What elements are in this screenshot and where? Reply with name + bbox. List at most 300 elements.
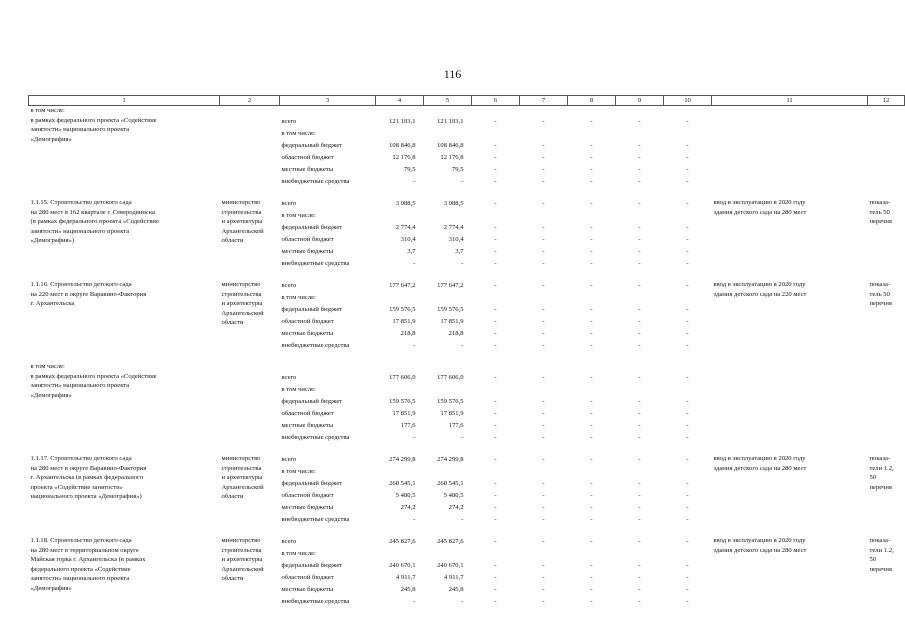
value-cell [376,362,424,444]
value [618,210,662,222]
value: - [686,598,689,605]
value: 159 576,5 [389,306,416,313]
value: - [590,330,593,337]
source-label: внебюджетные средства [281,342,350,349]
source-label: областной бюджет [281,574,334,581]
value: - [542,342,545,349]
value: 17 851,9 [392,318,416,325]
value: 245,8 [400,586,416,593]
value: - [590,538,593,545]
executor-cell: министерство строительства и архитектуры Архангельской области [221,281,264,327]
value [666,128,710,140]
value: - [542,538,545,545]
value: - [494,562,497,569]
value: - [686,492,689,499]
value: - [686,586,689,593]
value: - [590,260,593,267]
value: 79,5 [451,166,464,173]
value: - [413,260,416,267]
value: - [494,398,497,405]
executor-cell: министерство строительства и архитектуры Архангельской области [221,537,264,583]
value: - [461,598,464,605]
value: - [494,118,497,125]
value [570,128,614,140]
value: 17 851,9 [440,410,464,417]
value: - [542,562,545,569]
column-number-row [29,96,905,106]
value [570,548,614,560]
value: 17 851,9 [392,410,416,417]
value [618,548,662,560]
value: - [494,492,497,499]
value-cell [424,536,472,608]
value-cell [616,106,664,189]
source-label: в том числе: [281,130,316,137]
value: - [494,480,497,487]
value [378,548,422,560]
value [474,548,518,560]
value: 310,4 [400,236,416,243]
value [570,384,614,396]
value: - [590,248,593,255]
value: 2 774,4 [443,224,464,231]
source-label: в том числе: [281,294,316,301]
source-cell [280,280,376,352]
value [618,384,662,396]
value: - [638,374,641,381]
value: - [542,480,545,487]
value: - [638,142,641,149]
value: - [686,422,689,429]
value: 17 851,9 [440,318,464,325]
table-row [29,454,905,526]
activity-cell: в том числе: в рамках федерального проекта «Содействие занятости» национального проекта «Демография» [30,107,157,143]
value: - [494,260,497,267]
value: - [638,200,641,207]
column-number: 9 [616,96,664,106]
value-cell [376,198,424,270]
value [474,384,518,396]
value: - [638,538,641,545]
value: 310,4 [448,236,464,243]
value [474,210,518,222]
value-cell [664,106,712,189]
value: - [686,224,689,231]
value: - [686,154,689,161]
value [474,128,518,140]
value-cell [376,454,424,526]
value [378,292,422,304]
value: - [542,318,545,325]
value: 159 576,5 [437,398,464,405]
value: 268 545,1 [389,480,416,487]
value: 177,6 [400,422,416,429]
source-label: всего [281,118,297,125]
value: 2 774,4 [395,224,416,231]
value: - [686,318,689,325]
source-label: федеральный бюджет [281,562,343,569]
value: - [638,330,641,337]
column-number: 8 [568,96,616,106]
value: - [590,306,593,313]
value: - [590,154,593,161]
value: - [686,118,689,125]
value: - [686,538,689,545]
column-number: 6 [472,96,520,106]
value: 274,2 [400,504,416,511]
value: - [461,516,464,523]
value: - [494,282,497,289]
source-label: федеральный бюджет [281,224,343,231]
value: - [686,516,689,523]
value: 159 576,5 [389,398,416,405]
value: - [638,598,641,605]
value: - [542,434,545,441]
value [426,384,470,396]
spacer-row [29,444,905,454]
value: - [590,434,593,441]
value-cell [568,454,616,526]
source-label: всего [281,282,297,289]
indicator-cell: показа- тели 1.2, 50 перечня [869,537,894,573]
value: - [638,574,641,581]
source-label: федеральный бюджет [281,142,343,149]
value: - [590,236,593,243]
page-number: 116 [443,67,462,81]
source-label: областной бюджет [281,318,334,325]
value: 4 911,7 [395,574,416,581]
value: - [590,118,593,125]
column-number: 7 [520,96,568,106]
value: - [542,260,545,267]
value: - [638,224,641,231]
value: - [638,248,641,255]
column-number: 2 [220,96,280,106]
value: 245 827,6 [437,538,464,545]
source-label: местные бюджеты [281,166,334,173]
result-cell [712,106,868,189]
value: 79,5 [403,166,416,173]
value: - [542,456,545,463]
value: 240 670,1 [437,562,464,569]
value: - [638,422,641,429]
value: - [686,434,689,441]
value: - [542,166,545,173]
value [522,466,566,478]
value: - [590,504,593,511]
source-label: всего [281,200,297,207]
value: - [494,178,497,185]
spacer-cell [29,444,905,454]
value-cell [424,280,472,352]
value: - [413,598,416,605]
value: - [686,574,689,581]
value: - [494,586,497,593]
source-label: всего [281,456,297,463]
value: - [638,154,641,161]
value: - [494,374,497,381]
value: 245 827,6 [389,538,416,545]
value: 121 103,1 [389,118,416,125]
value-cell [520,198,568,270]
value: - [542,410,545,417]
value [570,210,614,222]
value-cell [472,362,520,444]
value-cell [472,536,520,608]
executor-cell: министерство строительства и архитектуры Архангельской области [221,455,264,501]
value: - [542,248,545,255]
spacer-row [29,352,905,362]
source-cell [280,362,376,444]
value: - [413,178,416,185]
value: - [494,422,497,429]
spacer-row [29,270,905,280]
source-cell [280,454,376,526]
column-number: 10 [664,96,712,106]
value: - [494,410,497,417]
source-label: областной бюджет [281,492,334,499]
column-number: 3 [280,96,376,106]
value: 159 576,5 [437,306,464,313]
value: 240 670,1 [389,562,416,569]
value-cell [568,536,616,608]
value [522,292,566,304]
value: - [494,330,497,337]
value: - [686,306,689,313]
value: - [638,166,641,173]
value-cell [664,198,712,270]
value: - [638,118,641,125]
column-number: 1 [29,96,220,106]
value: - [686,260,689,267]
source-label: в том числе: [281,386,316,393]
executor-cell [220,106,280,189]
value: 177 647,2 [437,282,464,289]
value-cell [376,280,424,352]
value: 108 846,8 [437,142,464,149]
value: - [494,224,497,231]
value-cell [424,106,472,189]
value-cell [424,362,472,444]
value: 3 088,5 [395,200,416,207]
value: - [590,166,593,173]
value: - [590,410,593,417]
spacer-cell [29,526,905,536]
value: - [542,398,545,405]
value: - [590,282,593,289]
value: - [494,166,497,173]
source-label: местные бюджеты [281,330,334,337]
value: - [590,224,593,231]
source-label: в том числе: [281,468,316,475]
value-cell [520,536,568,608]
value: - [638,282,641,289]
spacer-row [29,188,905,198]
value-cell [616,536,664,608]
value: - [638,318,641,325]
table-row [29,536,905,608]
value [522,384,566,396]
value: - [638,398,641,405]
value: - [686,456,689,463]
value: - [638,504,641,511]
value: - [542,574,545,581]
indicator-cell [868,362,905,444]
value-cell [664,454,712,526]
value: - [590,374,593,381]
value [570,466,614,478]
value-cell [568,362,616,444]
result-cell: ввод в эксплуатацию в 2020 году здания детского сада на 280 мест [713,199,807,216]
value [666,210,710,222]
value: - [494,236,497,243]
value-cell [616,454,664,526]
value: 3 088,5 [443,200,464,207]
value: - [494,456,497,463]
value: 177 647,2 [389,282,416,289]
value-cell [424,198,472,270]
value: - [638,456,641,463]
source-cell [280,106,376,189]
value [666,384,710,396]
value: - [590,456,593,463]
value: - [590,178,593,185]
value: - [542,178,545,185]
value: - [686,480,689,487]
value: - [638,562,641,569]
value: - [590,422,593,429]
value [378,466,422,478]
value: - [494,434,497,441]
value: 218,8 [400,330,416,337]
value: - [542,422,545,429]
value: - [461,434,464,441]
value: - [590,142,593,149]
source-label: в том числе: [281,550,316,557]
value: - [638,178,641,185]
value-cell [664,280,712,352]
value: - [590,398,593,405]
value: - [542,224,545,231]
value [666,548,710,560]
value: - [461,178,464,185]
activity-cell: 1.1.18. Строительство детского сада на 280 мест в территориальном округе Майская горка г. Архангельска (в рамках федерального проекта «Содействие занятости» национального проекта «Демография» [30,537,146,592]
value: - [638,516,641,523]
value: 12 176,8 [440,154,464,161]
value [378,384,422,396]
value: - [542,282,545,289]
value: - [590,342,593,349]
value-cell [376,106,424,189]
value: - [686,248,689,255]
value-cell [520,280,568,352]
value: - [542,142,545,149]
spacer-row [29,526,905,536]
value: - [686,504,689,511]
indicator-cell: показа- тели 1.2, 50 перечня [869,455,894,491]
value: - [686,342,689,349]
value-cell [472,106,520,189]
value-cell [616,280,664,352]
spacer-cell [29,270,905,280]
value-cell [520,362,568,444]
value-cell [616,198,664,270]
value: - [686,282,689,289]
value: - [542,118,545,125]
value: - [590,318,593,325]
value: - [542,598,545,605]
value: - [638,342,641,349]
activity-cell: 1.1.15. Строительство детского сада на 280 мест в 162 квартале г. Северодвинска (в рамках федерального проекта «Содействие занятости» национального проекта «Демография») [30,199,159,245]
value: - [494,504,497,511]
executor-cell: министерство строительства и архитектуры Архангельской области [221,199,264,245]
value [522,548,566,560]
source-label: областной бюджет [281,154,334,161]
value: - [590,492,593,499]
value: - [590,562,593,569]
value-cell [568,198,616,270]
source-cell [280,198,376,270]
value: 12 176,8 [392,154,416,161]
source-label: всего [281,374,297,381]
value: - [542,586,545,593]
value: 218,8 [448,330,464,337]
value: - [494,200,497,207]
value-cell [568,106,616,189]
value: 121 103,1 [437,118,464,125]
value: - [542,330,545,337]
value: - [494,516,497,523]
activity-cell: в том числе: в рамках федерального проекта «Содействие занятости» национального проекта «Демография» [30,363,157,399]
table-row [29,280,905,352]
value: - [542,504,545,511]
value [618,292,662,304]
value: - [590,480,593,487]
value-cell [520,106,568,189]
value [426,128,470,140]
value: - [494,142,497,149]
source-label: местные бюджеты [281,504,334,511]
activity-cell: 1.1.16. Строительство детского сада на 220 мест в округе Варавино-Фактория г. Архангельска [30,281,147,308]
value: - [590,586,593,593]
source-label: областной бюджет [281,236,334,243]
value: - [542,516,545,523]
value: - [413,342,416,349]
value: - [686,236,689,243]
value: - [638,410,641,417]
value-cell [664,362,712,444]
value: 268 545,1 [437,480,464,487]
value: - [638,306,641,313]
value: - [494,574,497,581]
value: - [542,236,545,243]
executor-cell [220,362,280,444]
spacer-cell [29,352,905,362]
source-label: федеральный бюджет [281,398,343,405]
value: 5 480,5 [395,492,416,499]
value-cell [664,536,712,608]
value: - [494,318,497,325]
value: 3,7 [407,248,416,255]
value: - [686,166,689,173]
value: - [542,374,545,381]
source-label: внебюджетные средства [281,598,350,605]
value: - [638,260,641,267]
value [426,292,470,304]
value [570,292,614,304]
value [426,466,470,478]
value: - [686,562,689,569]
